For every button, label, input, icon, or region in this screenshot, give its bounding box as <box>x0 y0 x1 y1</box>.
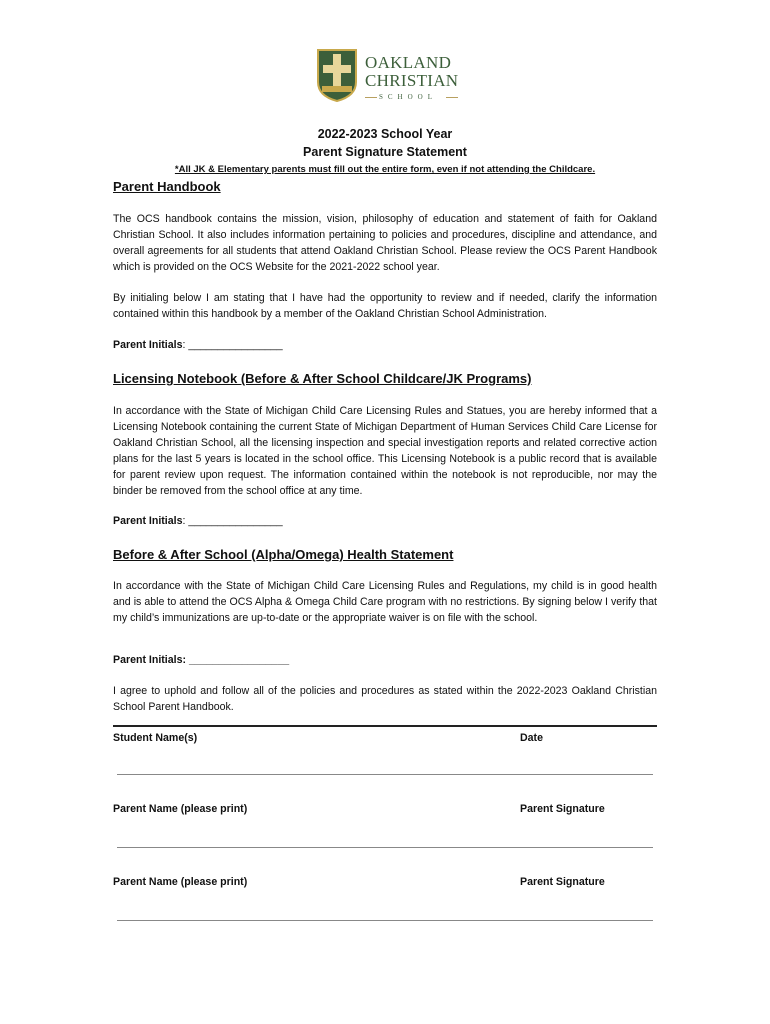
initials-label: Parent Initials <box>113 515 183 527</box>
parent-signature-label-1: Parent Signature <box>520 803 605 815</box>
logo-rule-left <box>365 97 377 98</box>
fill-note: *All JK & Elementary parents must fill out the entire form, even if not attending the Childcare. <box>174 164 596 175</box>
initials-blank[interactable]: : ________________ <box>182 515 283 527</box>
initials-label: Parent Initials <box>113 339 183 351</box>
student-signature-line[interactable] <box>117 774 653 775</box>
handbook-heading: Parent Handbook <box>113 179 221 194</box>
agreement-paragraph: I agree to uphold and follow all of the policies and procedures as stated within the 2022-2023 Oakland Christian School Parent Handbook. <box>113 685 657 713</box>
initials-blank[interactable]: : ________________ <box>182 339 283 351</box>
handbook-paragraph-1: The OCS handbook contains the mission, vision, philosophy of education and statement of faith for Oakland Christian School. It also includes information pertaining to policies and procedures, discipline and attendance, and overall agreements for all students that attend Oakland Christian School. Please review the OCS Parent Handbook which is provided on the OCS Website for the 2021-2022 school year. <box>113 213 657 273</box>
health-heading: Before & After School (Alpha/Omega) Health Statement <box>113 547 454 562</box>
handbook-initials[interactable] <box>113 339 283 351</box>
health-initials[interactable]: Parent Initials: _________________ <box>113 654 290 666</box>
section-divider <box>113 725 657 727</box>
year-title: 2022-2023 School Year <box>317 127 453 141</box>
logo-word-2: CHRISTIAN <box>365 71 459 90</box>
handbook-paragraph-2: By initialing below I am stating that I have had the opportunity to review and if needed, clarify the information contained within this handbook by a member of the Oakland Christian School Administration. <box>113 292 657 320</box>
licensing-heading: Licensing Notebook (Before & After School Childcare/JK Programs) <box>113 371 532 386</box>
page-title: Parent Signature Statement <box>303 145 467 159</box>
health-paragraph: In accordance with the State of Michigan Child Care Licensing Rules and Regulations, my child is in good health and is able to attend the OCS Alpha & Omega Child Care program with no restrictions. By signing below I verify that my child’s immunizations are up-to-date or the appropriate waiver is on file with the school. <box>113 580 657 624</box>
parent-signature-line-2[interactable] <box>117 920 653 921</box>
shield-cross-icon <box>316 46 358 102</box>
date-label: Date <box>520 732 543 744</box>
parent-name-label-2: Parent Name (please print) <box>113 876 248 888</box>
school-logo <box>316 46 458 104</box>
licensing-initials[interactable] <box>113 515 283 527</box>
licensing-paragraph: In accordance with the State of Michigan Child Care Licensing Rules and Statues, you are hereby informed that a Licensing Notebook containing the current State of Michigan Department of Human Services Child Care License for Oakland Christian School, all the licensing inspection and special investigation reports and related corrective action plans for the last 5 years is located in the school office. This Licensing Notebook is a public record that is available for parent review upon request. The information contained within the notebook is not reproducible, nor may the binder be removed from the school office at any time. <box>113 405 657 497</box>
parent-name-label-1: Parent Name (please print) <box>113 803 248 815</box>
logo-word-1: OAKLAND <box>365 53 452 72</box>
parent-signature-line-1[interactable] <box>117 847 653 848</box>
logo-rule-right <box>446 97 458 98</box>
logo-word-3: SCHOOL <box>379 93 438 101</box>
parent-signature-label-2: Parent Signature <box>520 876 605 888</box>
student-names-label: Student Name(s) <box>113 732 198 744</box>
